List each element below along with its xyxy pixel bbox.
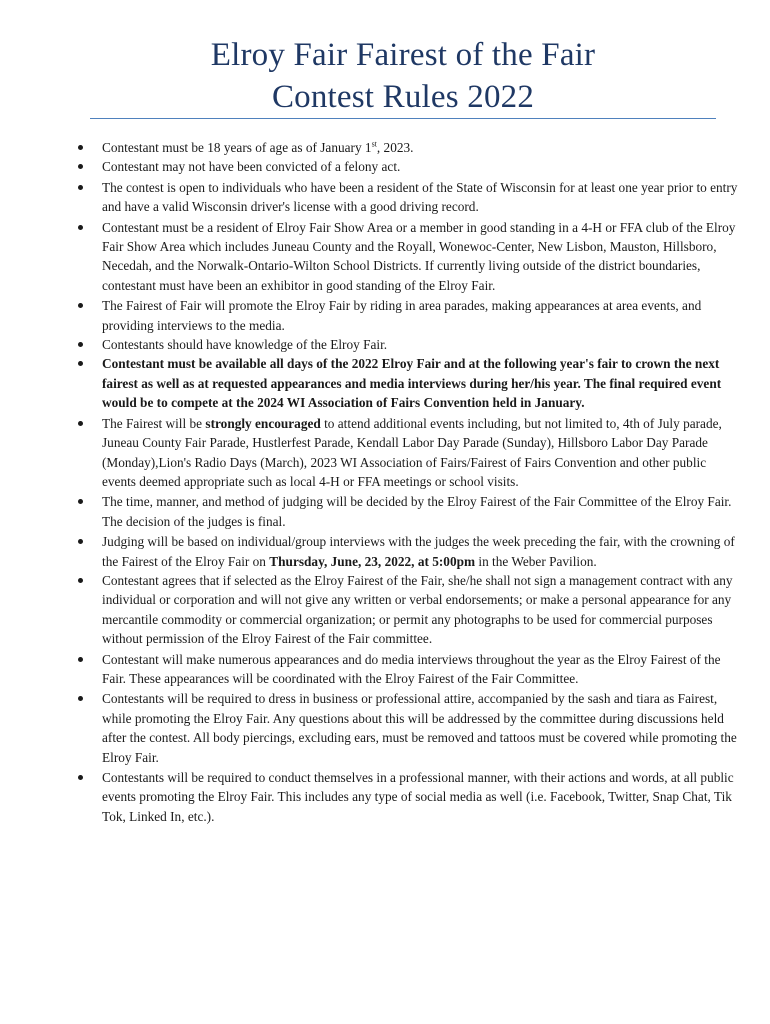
rule-11-text: Contestant agrees that if selected as the Elroy Fairest of the Fair, she/he shall not sign a management contract with any individual or corporation and will not give any written or verbal endorsements; or make a personal appearance for any mercantile commodity or commercial organization; or permit any photographs to be used for commercial purposes without permission of the Elroy Fairest of the Fair committee.: [102, 572, 733, 647]
rule-item-10: [78, 532, 742, 571]
bullet-icon: [78, 185, 83, 190]
rule-item-9: [78, 492, 742, 531]
rule-4-text: Contestant must be a resident of Elroy Fair Show Area or a member in good standing in a 4-H or FFA club of the Elroy Fair Show Area which includes Juneau County and the Royall, Wonewoc-Center, New Lisbon, Mauston, Hillsboro, Necedah, and the Norwalk-Ontario-Wilton School Districts. If currently living outside of the district boundaries, contestant must have been an exhibitor in good standing of the Elroy Fair.: [102, 219, 736, 293]
title-divider: [90, 118, 716, 119]
rule-6-text: Contestants should have knowledge of the Elroy Fair.: [102, 337, 388, 353]
rule-item-1: [78, 138, 742, 157]
bullet-icon: [78, 775, 83, 780]
bullet-icon: [78, 361, 83, 366]
bullet-icon: [78, 421, 83, 426]
rule-item-2: [78, 157, 742, 176]
rule-item-8: [78, 414, 742, 492]
rule-9-text: The time, manner, and method of judging will be decided by the Elroy Fairest of the Fair Committee of the Elroy Fair. The decision of the judges is final.: [102, 494, 732, 529]
rule-7-text: Contestant must be available all days of the 2022 Elroy Fair and at the following year's fair to crown the next fairest as well as at requested appearances and media interviews during her/his year. The final required event would be to compete at the 2024 WI Association of Fairs Convention held in January.: [102, 356, 722, 411]
rule-item-13: [78, 689, 742, 767]
rule-5-text: The Fairest of Fair will promote the Elroy Fair by riding in area parades, making appearances at area events, and providing interviews to the media.: [102, 298, 702, 333]
bullet-icon: [78, 499, 83, 504]
rule-item-14: [78, 768, 742, 826]
rule-item-6: [78, 335, 742, 354]
rule-1-text: Contestant must be 18 years of age as of January 1: [102, 140, 372, 155]
bullet-icon: [78, 164, 83, 169]
rule-1-superscript: st: [371, 139, 377, 149]
rule-14-text: Contestants will be required to conduct themselves in a professional manner, with their actions and words, at all public events promoting the Elroy Fair. This includes any type of social media as well (i.e. Facebook, Twitter, Snap Chat, Tik Tok, Linked In, etc.).: [102, 770, 734, 824]
bullet-icon: [78, 303, 83, 308]
rule-2-text: Contestant may not have been convicted of a felony act.: [102, 159, 401, 175]
rule-13-text: Contestants will be required to dress in business or professional attire, accompanied by the sash and tiara as Fairest, while promoting the Elroy Fair. Any questions about this will be addressed by the committee during discussions held after the contest. All body piercings, excluding ears, must be removed and tattoos must be covered while promoting the Elroy Fair.: [102, 691, 737, 765]
rule-10-text-end: in the Weber Pavilion.: [475, 553, 597, 569]
rule-10-emphasis: Thursday, June, 23, 2022, at 5:00pm: [269, 553, 476, 569]
bullet-icon: [78, 539, 83, 544]
rule-3-text: The contest is open to individuals who have been a resident of the State of Wisconsin for at least one year prior to entry and have a valid Wisconsin driver's license with a good driving record.: [102, 179, 738, 215]
bullet-icon: [78, 657, 83, 662]
rule-item-12: [78, 650, 742, 689]
rule-1-text-end: , 2023.: [376, 140, 414, 155]
title-line-2: Contest Rules 2022: [271, 79, 535, 115]
page-title: [90, 34, 716, 118]
bullet-icon: [78, 225, 83, 230]
rule-12-text: Contestant will make numerous appearances and do media interviews throughout the year as the Elroy Fairest of the Fair. These appearances will be coordinated with the Elroy Fairest of the Fair Committee.: [102, 651, 721, 686]
title-line-1: Elroy Fair Fairest of the Fair: [210, 37, 596, 73]
bullet-icon: [78, 342, 83, 347]
rule-8-emphasis: strongly encouraged: [205, 415, 321, 431]
bullet-icon: [78, 145, 83, 150]
rule-item-7: [78, 354, 742, 412]
rule-8-text: The Fairest will be: [102, 415, 206, 431]
rule-item-4: [78, 218, 742, 296]
rules-list: [78, 138, 742, 826]
bullet-icon: [78, 696, 83, 701]
rule-item-3: [78, 178, 742, 217]
bullet-icon: [78, 578, 83, 583]
rule-item-5: [78, 296, 742, 335]
rule-8-text-end: to attend additional events including, but not limited to, 4th of July parade, Juneau County Fair Parade, Hustlerfest Parade, Kendall Labor Day Parade (Sunday), Hillsboro Labor Day Parade (Monday),Lion's Radio Days (March), 2023 WI Association of Fairs/Fairest of Fairs Convention and other public events deemed appropriate such as local 4-H or FFA meetings or school visits.: [102, 415, 722, 489]
rule-item-11: [78, 571, 742, 649]
rule-10-text: Judging will be based on individual/group interviews with the judges the week preceding the fair, with the crowning of the Fairest of the Elroy Fair on: [102, 534, 735, 569]
